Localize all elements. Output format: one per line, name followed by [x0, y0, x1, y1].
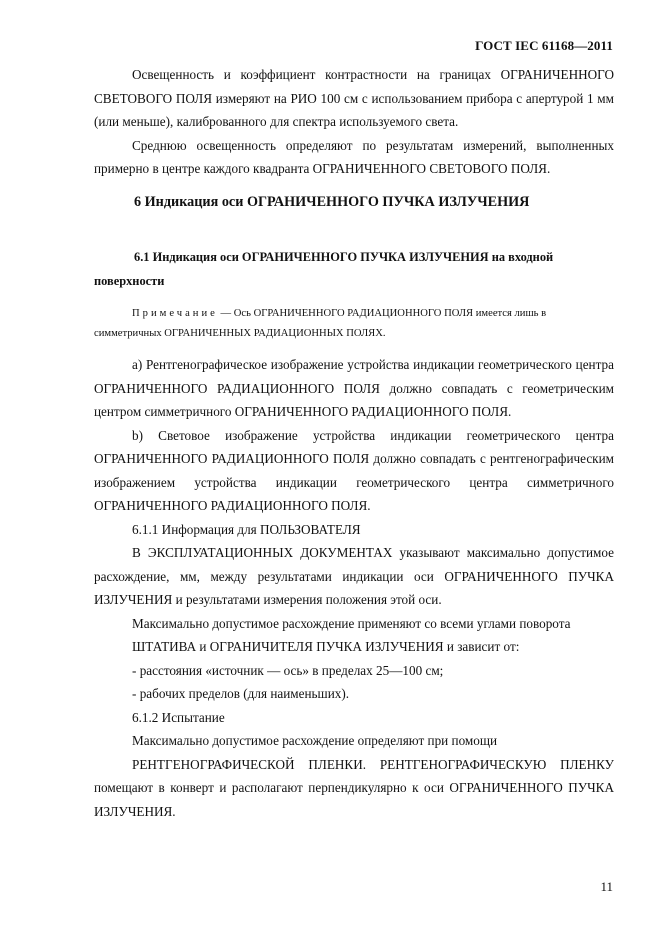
subsection-heading-6-1: 6.1 Индикация оси ОГРАНИЧЕННОГО ПУЧКА ИЗЛУЧЕНИЯ на входной поверхности [94, 250, 554, 288]
paragraph-radiographic-film: РЕНТГЕНОГРАФИЧЕСКОЙ ПЛЕНКИ. РЕНТГЕНОГРАФИЧЕСКУЮ ПЛЕНКУ помещают в конверт и располагают перпендикулярно к оси ОГРАНИЧЕННОГО ПУЧКА ИЗЛУЧЕНИЯ. [94, 756, 614, 819]
list-item-distance: - расстояния «источник — ось» в пределах 25—100 см; [132, 662, 444, 678]
top-text-block [94, 63, 614, 181]
note-block [94, 304, 614, 343]
note-lead: Примечание [132, 308, 218, 319]
paragraph-average-illuminance: Среднюю освещенность определяют по результатам измерений, выполненных примерно в центре каждого квадранта ОГРАНИЧЕННОГО СВЕТОВОГО ПОЛЯ. [94, 137, 614, 176]
note-text: — Ось ОГРАНИЧЕННОГО РАДИАЦИОННОГО ПОЛЯ имеется лишь в симметричных ОГРАНИЧЕННЫХ РАДИАЦИОННЫХ ПОЛЯХ. [94, 308, 547, 339]
paragraph-operating-documents: В ЭКСПЛУАТАЦИОННЫХ ДОКУМЕНТАХ указывают максимально допустимое расхождение, мм, между результатами индикации оси ОГРАНИЧЕННОГО ПУЧКА ИЗЛУЧЕНИЯ и результатами измерения положения этой оси. [94, 545, 614, 607]
page-number: 11 [600, 879, 613, 894]
heading-6-1-1: 6.1.1 Информация для ПОЛЬЗОВАТЕЛЯ [132, 521, 361, 537]
main-text-block [94, 353, 614, 823]
paragraph-stand-collimator: ШТАТИВА и ОГРАНИЧИТЕЛЯ ПУЧКА ИЗЛУЧЕНИЯ и зависит от: [132, 639, 520, 654]
section-heading-6: 6 Индикация оси ОГРАНИЧЕННОГО ПУЧКА ИЗЛУЧЕНИЯ [134, 194, 530, 210]
heading-6-1-2: 6.1.2 Испытание [132, 709, 225, 725]
paragraph-illuminance: Освещенность и коэффициент контрастности на границах ОГРАНИЧЕННОГО СВЕТОВОГО ПОЛЯ измеряют на РИО 100 см с использованием прибора с апертурой 1 мм (или меньше), калиброванного для спектра используемого света. [94, 67, 614, 129]
item-b: b) Световое изображение устройства индикации геометрического центра ОГРАНИЧЕННОГО РАДИАЦИОННОГО ПОЛЯ должно совпадать с рентгенографическим изображением устройства индикации геометрического центра симметричного ОГРАНИЧЕННОГО РАДИАЦИОННОГО ПОЛЯ. [94, 427, 614, 513]
standard-header: ГОСТ IEC 61168—2011 [475, 38, 613, 53]
paragraph-test-method: Максимально допустимое расхождение определяют при помощи [132, 733, 498, 748]
item-a: a) Рентгенографическое изображение устройства индикации геометрического центра ОГРАНИЧЕННОГО РАДИАЦИОННОГО ПОЛЯ должно совпадать с геометрическим центром симметричного ОГРАНИЧЕННОГО РАДИАЦИОННОГО ПОЛЯ. [94, 357, 614, 419]
paragraph-max-deviation: Максимально допустимое расхождение применяют со всеми углами поворота [132, 615, 571, 631]
list-item-working-limits: - рабочих пределов (для наименьших). [132, 686, 350, 701]
